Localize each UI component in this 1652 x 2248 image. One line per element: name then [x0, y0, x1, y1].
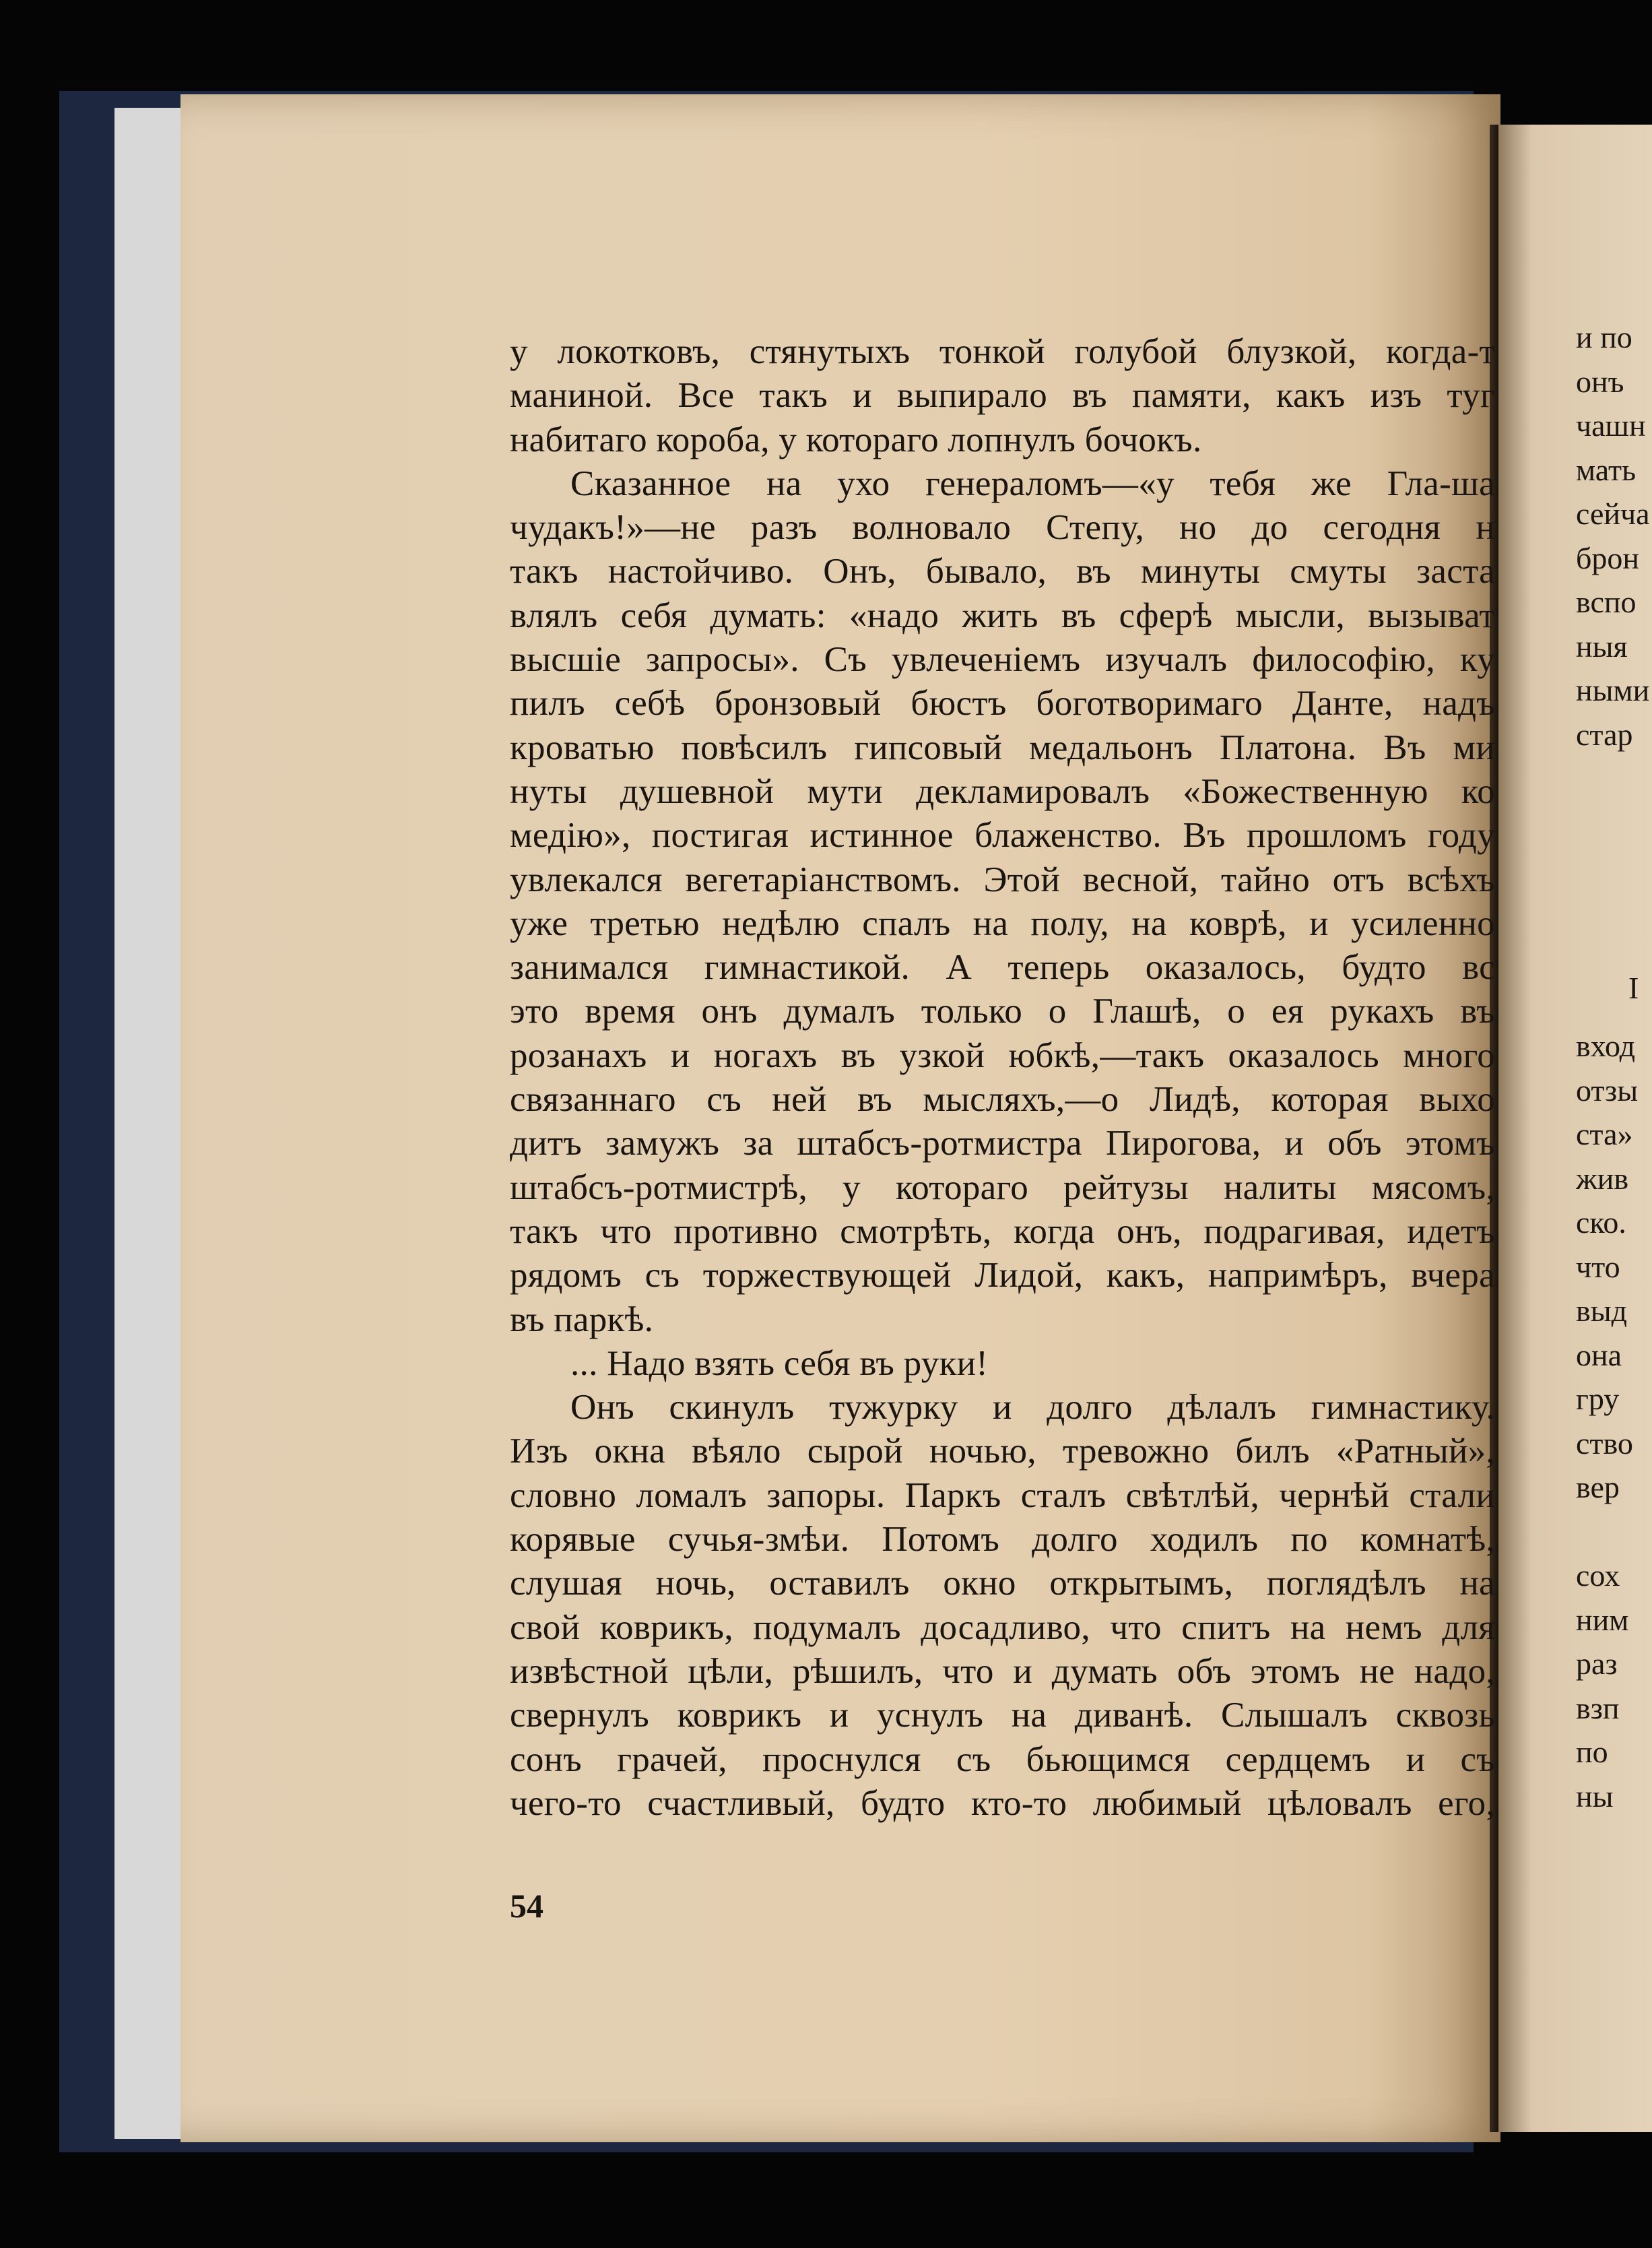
- right-text-line: раз: [1576, 1646, 1618, 1681]
- text-line: свой коврикъ, подумалъ досадливо, что спитъ на немъ для: [510, 1607, 1495, 1647]
- right-text-line: она: [1576, 1337, 1622, 1372]
- text-line: нуты душевной мути декламировалъ «Божественную ко: [510, 771, 1495, 811]
- right-text-line: ним: [1576, 1602, 1629, 1637]
- text-line: дитъ замужъ за штабсъ-ротмистра Пирогова, и объ этомъ: [510, 1124, 1495, 1163]
- left-page-text: [510, 330, 1495, 1826]
- right-text-line: [1576, 1510, 1652, 1554]
- text-line: влялъ себя думать: «надо жить въ сферѣ мысли, вызыват: [510, 596, 1495, 635]
- right-text-line: отзы: [1576, 1072, 1639, 1107]
- right-text-line: жив: [1576, 1161, 1629, 1196]
- right-text-line: вер: [1576, 1470, 1620, 1504]
- right-text-line: ными: [1576, 673, 1650, 707]
- text-line: извѣстной цѣли, рѣшилъ, что и думать объ этомъ не надо,: [510, 1651, 1495, 1691]
- right-text-line: вспо: [1576, 585, 1637, 619]
- text-line: слушая ночь, оставилъ окно открытымъ, поглядѣлъ на: [510, 1564, 1495, 1603]
- text-line: Изъ окна вѣяло сырой ночью, тревожно билъ «Ратный»,: [510, 1432, 1495, 1471]
- text-line: словно ломалъ запоры. Паркъ сталъ свѣтлѣй, чернѣй стали: [510, 1475, 1495, 1515]
- text-line: уже третью недѣлю спалъ на полу, на коврѣ, и усиленно: [510, 903, 1495, 943]
- text-line: у локотковъ, стянутыхъ тонкой голубой блузкой, когда-т: [510, 332, 1495, 371]
- text-line: пилъ себѣ бронзовый бюстъ боготворимаго Данте, надъ: [510, 684, 1495, 724]
- right-text-line: онъ: [1576, 364, 1624, 399]
- right-text-line: ны: [1576, 1778, 1614, 1813]
- text-line: это время онъ думалъ только о Глашѣ, о ея рукахъ въ: [510, 992, 1495, 1031]
- text-line: набитаго короба, у котораго лопнулъ бочокъ.: [510, 420, 1202, 459]
- text-line: розанахъ и ногахъ въ узкой юбкѣ,—такъ оказалось много: [510, 1035, 1495, 1075]
- text-line: чего-то счастливый, будто кто-то любимый цѣловалъ его,: [510, 1783, 1495, 1823]
- text-line: такъ что противно смотрѣть, когда онъ, подрагивая, идетъ: [510, 1211, 1495, 1251]
- text-line: высшіе запросы». Съ увлеченіемъ изучалъ философію, ку: [510, 640, 1495, 680]
- text-line: связаннаго съ ней въ мысляхъ,—о Лидѣ, которая выхо: [510, 1080, 1495, 1120]
- right-text-line: стар: [1576, 717, 1633, 752]
- page-number: 54: [510, 1887, 543, 1925]
- right-text-line: ско.: [1576, 1205, 1626, 1240]
- right-text-line: и по: [1576, 320, 1632, 354]
- text-line: въ паркѣ.: [510, 1299, 654, 1339]
- right-text-line: вход: [1576, 1029, 1636, 1063]
- text-line: ... Надо взять себя въ руки!: [570, 1343, 989, 1383]
- right-text-line: чашн: [1576, 408, 1646, 443]
- text-line: Сказанное на ухо генераломъ—«у тебя же Гла-ша: [570, 463, 1495, 503]
- text-line: рядомъ съ торжествующей Лидой, какъ, напримѣръ, вчера: [510, 1256, 1495, 1295]
- text-line: сонъ грачей, проснулся съ бьющимся сердцемъ и съ: [510, 1739, 1495, 1779]
- text-line: свернулъ коврикъ и уснулъ на диванѣ. Слышалъ сквозь: [510, 1696, 1495, 1735]
- right-page-text-top: [1576, 315, 1652, 757]
- text-line: медію», постигая истинное блаженство. Въ прошломъ году: [510, 816, 1495, 856]
- text-line: корявые сучья-змѣи. Потомъ долго ходилъ по комнатѣ,: [510, 1520, 1495, 1560]
- text-line: увлекался вегетаріанствомъ. Этой весной, тайно отъ всѣхъ: [510, 860, 1495, 899]
- text-line: Онъ скинулъ тужурку и долго дѣлалъ гимнастику.: [570, 1388, 1495, 1427]
- text-line: занимался гимнастикой. А теперь оказалось, будто вс: [510, 948, 1495, 988]
- right-text-line: сох: [1576, 1558, 1620, 1593]
- text-line: штабсъ-ротмистрѣ, у котораго рейтузы налиты мясомъ,: [510, 1167, 1495, 1207]
- right-text-line: ныя: [1576, 629, 1628, 664]
- right-text-line: брон: [1576, 540, 1640, 575]
- right-text-line: ство: [1576, 1425, 1633, 1460]
- right-text-line: ста»: [1576, 1117, 1633, 1151]
- right-text-line: мать: [1576, 452, 1637, 487]
- right-text-line: что: [1576, 1249, 1620, 1284]
- right-text-line: выд: [1576, 1293, 1628, 1328]
- right-text-line: взп: [1576, 1690, 1620, 1725]
- text-line: кроватью повѣсилъ гипсовый медальонъ Платона. Въ ми: [510, 728, 1495, 767]
- text-line: чудакъ!»—не разъ волновало Степу, но до сегодня н: [510, 508, 1495, 548]
- text-line: маниной. Все такъ и выпирало въ памяти, какъ изъ туг: [510, 376, 1495, 416]
- right-text-line: по: [1576, 1735, 1608, 1769]
- right-page-text-bottom: [1576, 1024, 1652, 1818]
- right-text-line: сейча: [1576, 496, 1650, 531]
- right-page-heading-fragment: I: [1628, 971, 1639, 1005]
- text-line: такъ настойчиво. Онъ, бывало, въ минуты смуты заста: [510, 552, 1495, 591]
- right-text-line: гру: [1576, 1382, 1620, 1416]
